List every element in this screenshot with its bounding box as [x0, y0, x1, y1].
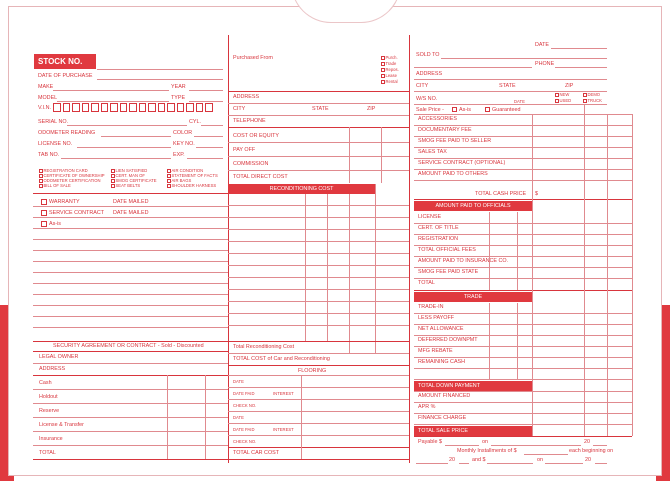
payable-year-20: 20	[584, 439, 590, 445]
total-label-left: TOTAL	[39, 450, 56, 456]
sales-tax-label: SALES TAX	[418, 149, 447, 155]
check-smog-certificate[interactable]: SMOG CERTIFICATE	[111, 178, 157, 183]
check-cert-man-of[interactable]: CERT. MAN OF	[111, 173, 145, 178]
documentary-fee-label: DOCUMENTARY FEE	[418, 127, 472, 133]
ws-no-label: W/S NO.	[416, 96, 438, 102]
purchased-from-label: Purchased From	[233, 55, 273, 61]
as-is-label: As-is	[49, 221, 61, 227]
guaranteed-label: Guaranteed	[492, 107, 521, 113]
remaining-cash-label: REMAINING CASH	[418, 359, 466, 365]
legal-owner-label: LEGAL OWNER	[39, 354, 79, 360]
trade-in-label: TRADE-IN	[418, 304, 444, 310]
commission-label: COMMISSION	[233, 161, 269, 167]
amount-paid-officials-band: AMOUNT PAID TO OFFICIALS	[414, 201, 532, 211]
cost-or-equity-label: COST OR EQUITY	[233, 133, 280, 139]
city-label-right: CITY	[416, 83, 429, 89]
total-down-payment-band: TOTAL DOWN PAYMENT	[414, 381, 532, 391]
total-cash-price-label: TOTAL CASH PRICE	[475, 191, 527, 197]
telephone-label: TELEPHONE	[233, 118, 266, 124]
new-option[interactable]: NEW	[555, 92, 569, 97]
total-car-cost-label: TOTAL CAR COST	[233, 450, 280, 456]
year-label: YEAR	[171, 84, 186, 90]
license-transfer-label: License & Transfer	[39, 422, 84, 428]
finance-charge-label: FINANCE CHARGE	[418, 415, 467, 421]
license-no-label: LICENSE NO.	[38, 141, 73, 147]
final-on-label: on	[537, 457, 543, 463]
flooring-interest-1: INTEREST	[273, 391, 294, 396]
guaranteed-checkbox[interactable]	[485, 107, 490, 112]
check-air-bags[interactable]: AIR BAGS	[167, 178, 191, 183]
tab-no-label: TAB NO.	[38, 152, 60, 158]
as-is-checkbox[interactable]	[41, 221, 47, 227]
registration-label: REGISTRATION	[418, 236, 459, 242]
state-label-middle: STATE	[312, 106, 329, 112]
purch-option[interactable]: Purch.	[381, 55, 398, 60]
cyl-label: CYL.	[189, 119, 201, 125]
state-label-right: STATE	[499, 83, 516, 89]
payable-label: Payable $	[418, 439, 442, 445]
service-contract-label: SERVICE CONTRACT	[49, 210, 105, 216]
vin-label: V.I.N.	[38, 105, 51, 111]
flooring-date-2: DATE	[233, 415, 244, 420]
deferred-downpmt-label: DEFERRED DOWNPMT	[418, 337, 478, 343]
payable-on-label: on	[482, 439, 488, 445]
service-contract-optional-label: SERVICE CONTRACT (OPTIONAL)	[418, 160, 506, 166]
key-no-label: KEY NO.	[173, 141, 195, 147]
lease-option[interactable]: Lease	[381, 73, 397, 78]
zip-label-right: ZIP	[565, 83, 574, 89]
check-odometer-certification[interactable]: ODOMETER CERTIFICATION	[39, 178, 101, 183]
service-contract-checkbox[interactable]	[41, 210, 47, 216]
sold-to-label: SOLD TO	[416, 52, 440, 58]
truck-option[interactable]: TRUCK	[583, 98, 602, 103]
amount-paid-insurance-label: AMOUNT PAID TO INSURANCE CO.	[418, 258, 509, 264]
reconditioning-cost-band: RECONDITIONING COST	[228, 184, 375, 194]
used-option[interactable]: USED	[555, 98, 571, 103]
zip-label-middle: ZIP	[367, 106, 376, 112]
mfg-rebate-label: MFG REBATE	[418, 348, 453, 354]
sale-price-label: Sale Price -	[416, 107, 444, 113]
total-sale-price-band: TOTAL SALE PRICE	[414, 426, 532, 436]
color-label: COLOR	[173, 130, 193, 136]
holdout-label: Holdout	[39, 394, 58, 400]
address-label-middle: ADDRESS	[233, 94, 260, 100]
check-air-condition[interactable]: AIR CONDITION	[167, 168, 203, 173]
trade-band: TRADE	[414, 292, 532, 302]
check-seat-belts[interactable]: SEAT BELTS	[111, 183, 140, 188]
phone-label: PHONE	[535, 61, 555, 67]
folder-thumb-tab	[291, 0, 401, 23]
total-cost-car-label: TOTAL COST of Car and Reconditioning	[233, 356, 330, 362]
net-allowance-label: NET ALLOWANCE	[418, 326, 464, 332]
total-officials-label: TOTAL	[418, 280, 435, 286]
warranty-checkbox[interactable]	[41, 199, 47, 205]
sale-as-is-checkbox[interactable]	[452, 107, 457, 112]
pay-off-label: PAY OFF	[233, 147, 256, 153]
warranty-label: WARRANTY	[49, 199, 80, 205]
final-year-20: 20	[585, 457, 591, 463]
smog-fee-state-label: SMOG FEE PAID STATE	[418, 269, 479, 275]
total-reconditioning-label: Total Reconditioning Cost	[233, 344, 295, 350]
less-payoff-label: LESS PAYOFF	[418, 315, 455, 321]
amount-paid-others-label: AMOUNT PAID TO OTHERS	[418, 171, 488, 177]
check-shoulder-harness[interactable]: SHOULDER HARNESS	[167, 183, 216, 188]
total-direct-cost-label: TOTAL DIRECT COST	[233, 174, 288, 180]
flooring-date-1: DATE	[233, 379, 244, 384]
flooring-check-no-1: CHECK NO.	[233, 403, 257, 408]
check-registration-card[interactable]: REGISTRATION CARD	[39, 168, 88, 173]
date-mailed-1-label: DATE MAILED	[113, 199, 149, 205]
monthly-installments-label: Monthly Installments of $	[457, 448, 517, 454]
odometer-label: ODOMETER READING	[38, 130, 96, 136]
trade-option[interactable]: Trade	[381, 61, 396, 66]
ws-date-label: DATE	[514, 99, 525, 104]
cert-of-title-label: CERT. OF TITLE	[418, 225, 459, 231]
security-agreement-heading: SECURITY AGREEMENT OR CONTRACT - Sold - Discounted	[53, 343, 204, 349]
flooring-interest-2: INTEREST	[273, 427, 294, 432]
model-label: MODEL	[38, 95, 58, 101]
make-label: MAKE	[38, 84, 54, 90]
reserve-label: Reserve	[39, 408, 60, 414]
flooring-label: FLOORING	[298, 368, 327, 374]
apr-label: APR %	[418, 404, 436, 410]
date-mailed-2-label: DATE MAILED	[113, 210, 149, 216]
sale-as-is-label: As-is	[459, 107, 471, 113]
check-statement-of-facts[interactable]: STATEMENT OF FACTS	[167, 173, 218, 178]
address-label-right: ADDRESS	[416, 71, 443, 77]
city-label-middle: CITY	[233, 106, 246, 112]
check-lien-satisfied[interactable]: LIEN SATISFIED	[111, 168, 147, 173]
stock-no-label: STOCK NO.	[38, 57, 83, 66]
exp-label: EXP.	[173, 152, 185, 158]
amount-financed-label: AMOUNT FINANCED	[418, 393, 471, 399]
check-certificate-ownership[interactable]: CERTIFICATE OF OWNERSHIP	[39, 173, 105, 178]
total-official-fees-label: TOTAL OFFICIAL FEES	[418, 247, 476, 253]
flooring-date-paid-2: DATE PAID	[233, 427, 255, 432]
serial-no-label: SERIAL NO.	[38, 119, 69, 125]
vin-boxes[interactable]	[53, 103, 223, 113]
check-bill-of-sale[interactable]: BILL OF SALE	[39, 183, 71, 188]
insurance-label: Insurance	[39, 436, 63, 442]
deal-jacket-form	[8, 6, 662, 476]
installment-year-20: 20	[449, 457, 455, 463]
cash-label: Cash	[39, 380, 52, 386]
flooring-date-paid-1: DATE PAID	[233, 391, 255, 396]
repos-option[interactable]: Repos.	[381, 67, 399, 72]
flooring-check-no-2: CHECK NO.	[233, 439, 257, 444]
total-cash-price-dollar: $	[535, 191, 538, 197]
date-of-purchase-label: DATE OF PURCHASE	[38, 73, 93, 79]
rental-option[interactable]: Rental	[381, 79, 398, 84]
demo-option[interactable]: DEMO	[583, 92, 600, 97]
and-dollar-label: and $	[472, 457, 486, 463]
address-label-left: ADDRESS	[39, 366, 66, 372]
smog-fee-seller-label: SMOG FEE PAID TO SELLER	[418, 138, 492, 144]
license-fee-label: LICENSE	[418, 214, 442, 220]
date-label-right: DATE	[535, 42, 549, 48]
each-beginning-label: each beginning on	[569, 448, 614, 454]
accessories-label: ACCESSORIES	[418, 116, 457, 122]
type-label: TYPE	[171, 95, 186, 101]
